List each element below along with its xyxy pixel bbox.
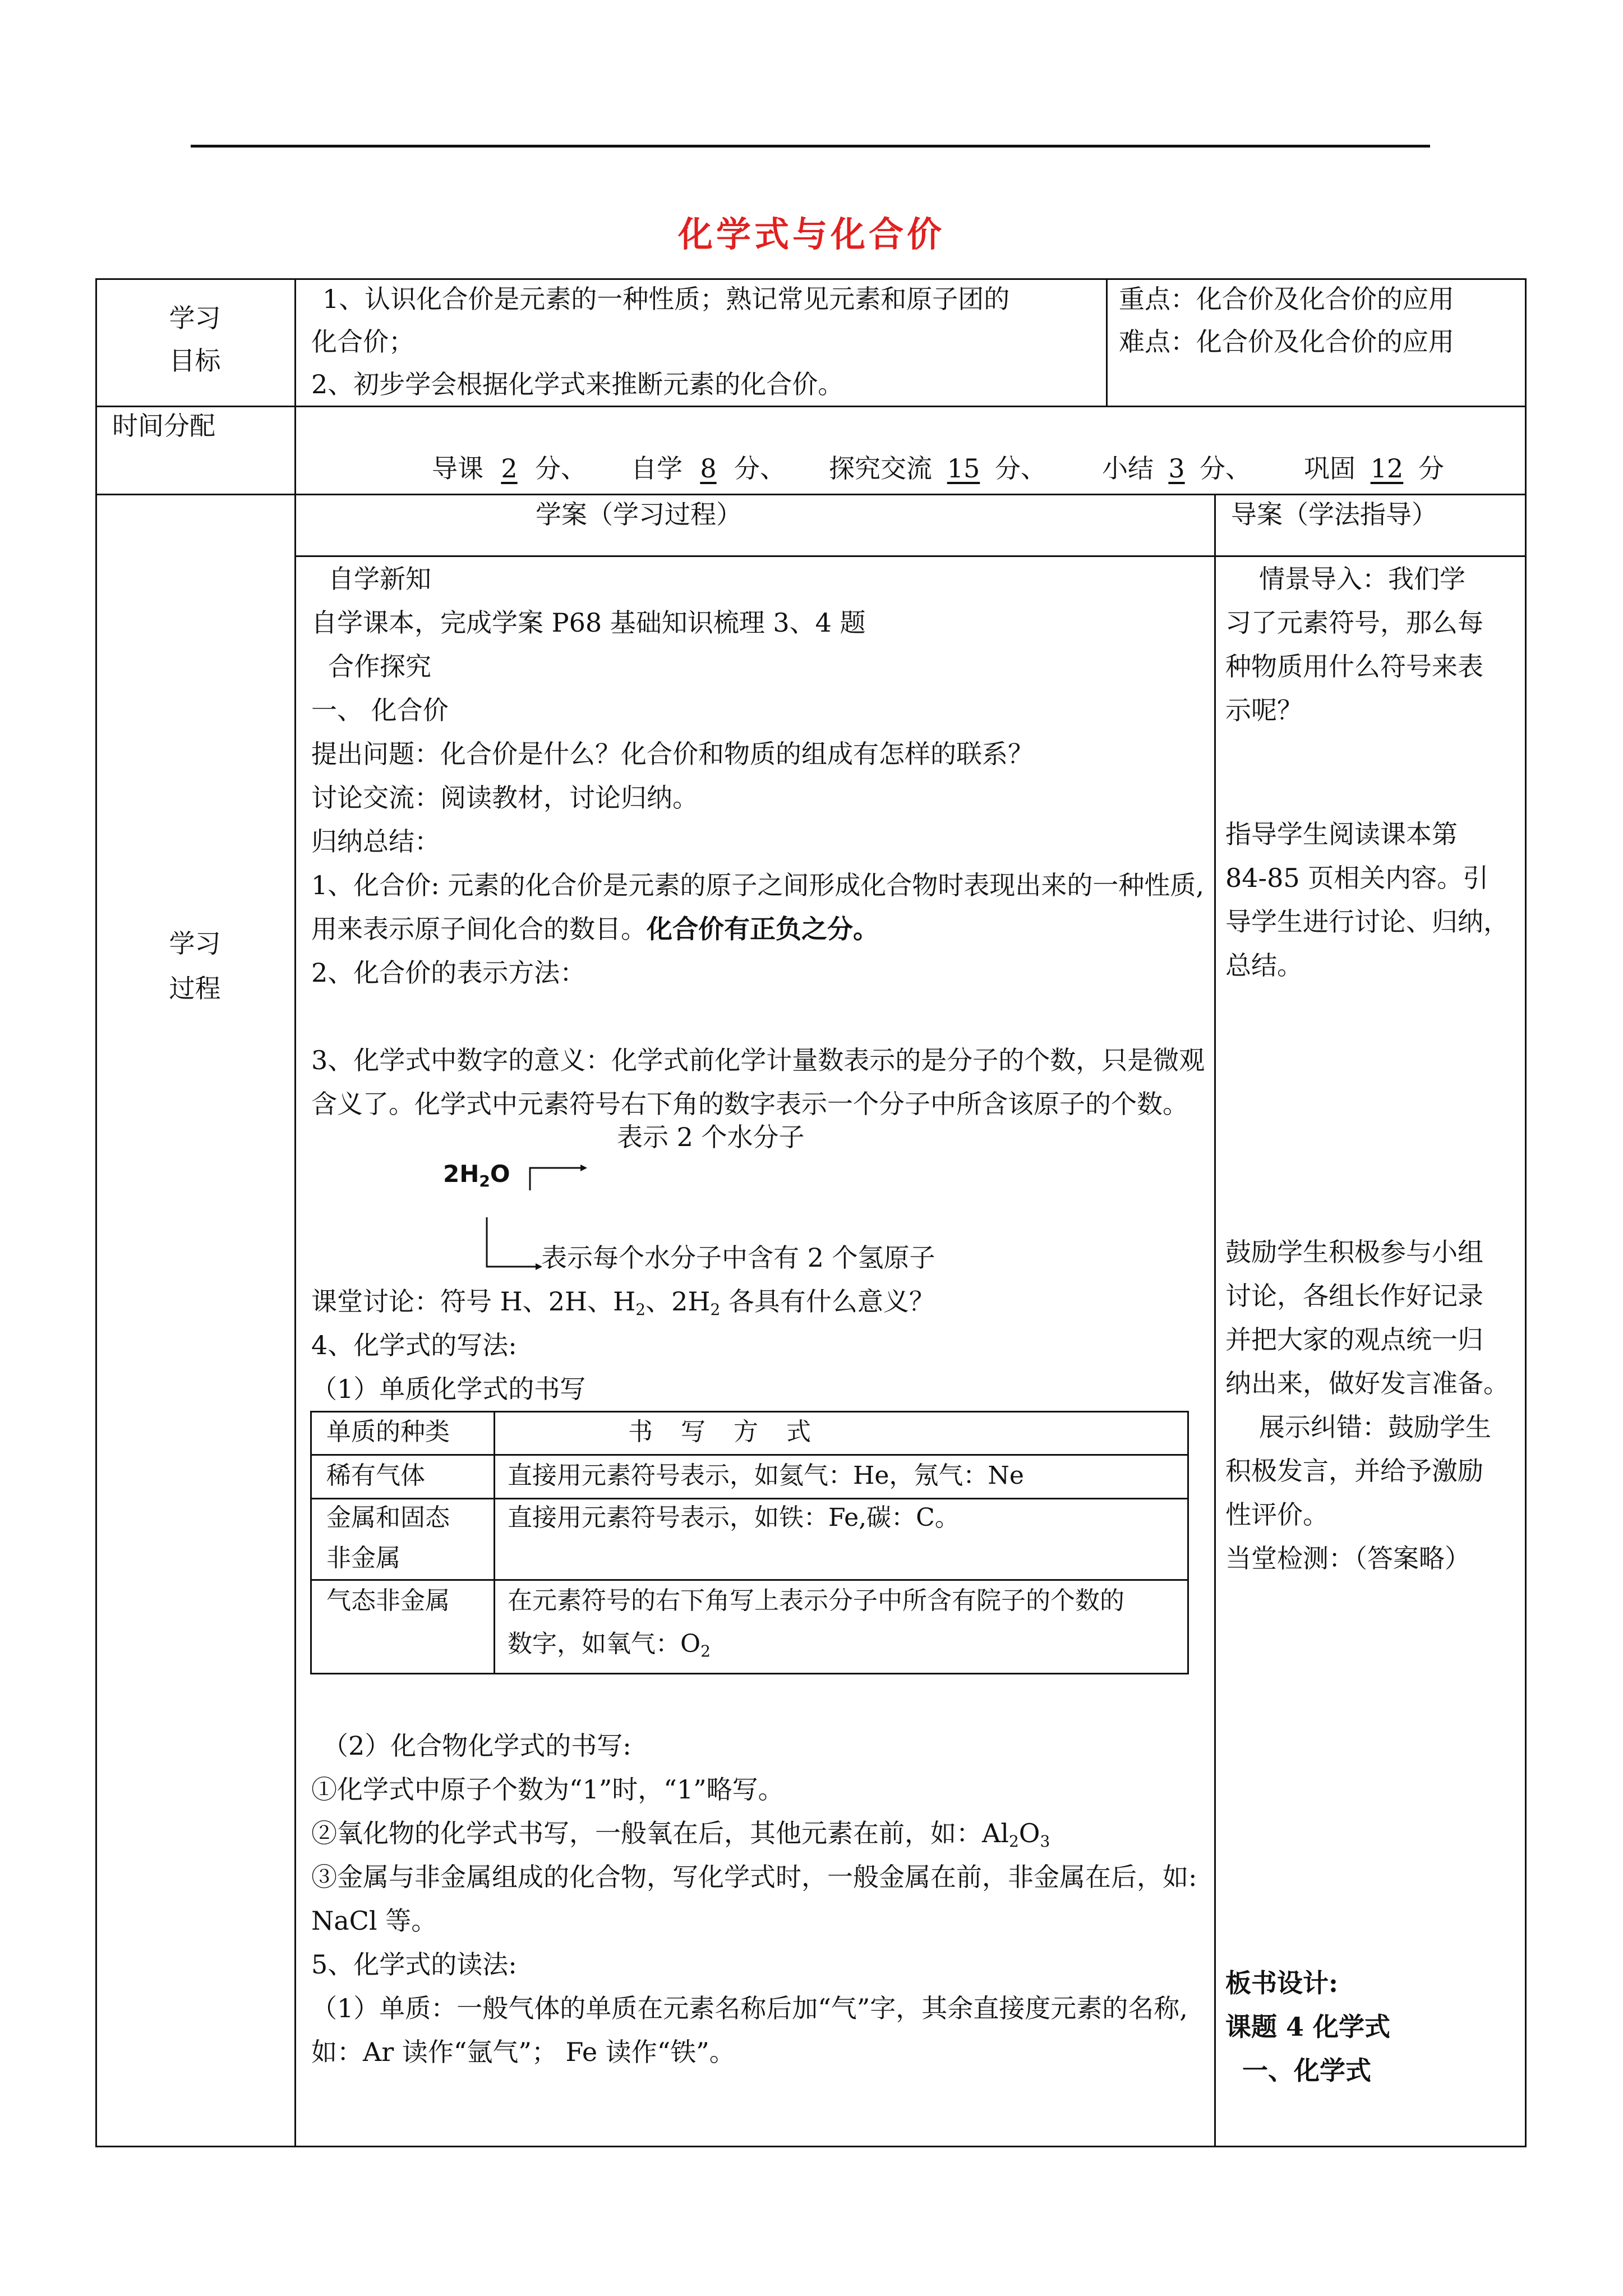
segment-name: 自学 — [631, 453, 683, 484]
table-cell: 在元素符号的右下角写上表示分子中所含有院子的个数的 — [508, 1586, 1124, 1615]
time-segment — [1304, 453, 1444, 484]
text-line: 3、化学式中数字的意义：化学式前化学计量数表示的是分子的个数，只是微观 — [311, 1045, 1205, 1075]
text-line: ③金属与非金属组成的化合物，写化学式时，一般金属在前，非金属在后，如: — [311, 1862, 1197, 1892]
segment-unit: 分、 — [734, 453, 786, 484]
goal-item: 1、认识化合价是元素的一种性质；熟记常见元素和原子团的 — [322, 284, 1010, 314]
table-line — [95, 278, 1527, 280]
time-segment — [631, 453, 786, 484]
text-line: ②氧化物的化学式书写，一般氧在后，其他元素在前，如：$Al_2O_3$ — [311, 1818, 1050, 1851]
text-line: 自学课本，完成学案 P68 基础知识梳理 3、4 题 — [311, 608, 866, 638]
guide-line: 情景导入：我们学 — [1259, 564, 1465, 594]
text-line: 讨论交流：阅读教材，讨论归纳。 — [311, 783, 698, 813]
table-line — [95, 406, 1527, 407]
guide-line: 当堂检测：（答案略） — [1225, 1543, 1470, 1573]
table-cell: 稀有气体 — [326, 1461, 425, 1490]
table-cell: 气态非金属 — [326, 1586, 450, 1615]
guide-line: 纳出来，做好发言准备。 — [1225, 1368, 1509, 1398]
table-line — [1214, 494, 1216, 2147]
text-line: NaCl 等。 — [311, 1906, 437, 1936]
guide-line: 性评价。 — [1225, 1499, 1329, 1530]
time-label: 时间分配 — [112, 411, 215, 441]
section-heading: 一、 化合价 — [311, 695, 449, 725]
text-line: 2、化合价的表示方法： — [311, 958, 586, 988]
segment-unit: 分、 — [1200, 453, 1251, 484]
table-line — [310, 1454, 1189, 1456]
text-line: 如：Ar 读作“氩气”； Fe 读作“铁”。 — [311, 2037, 735, 2067]
col-right-header: 导案（学法指导） — [1231, 499, 1437, 530]
guide-line: 总结。 — [1225, 950, 1303, 981]
table-line — [310, 1411, 312, 1674]
table-line — [310, 1498, 1189, 1499]
process-label-line1: 学习 — [169, 928, 221, 959]
segment-name: 小结 — [1102, 453, 1154, 484]
key-point: 重点：化合价及化合价的应用 — [1119, 284, 1454, 314]
text-line — [311, 914, 879, 945]
segment-unit: 分、 — [995, 453, 1046, 484]
segment-unit: 分、 — [535, 453, 587, 484]
guide-line: 导学生进行讨论、归纳， — [1225, 907, 1509, 937]
annotation-molecules: 表示 2 个水分子 — [617, 1122, 805, 1152]
water-formula: $2H_2O$ — [443, 1160, 510, 1190]
goal-label-line2: 目标 — [169, 346, 221, 376]
segment-value: 8 — [700, 453, 717, 484]
guide-line: 习了元素符号，那么每 — [1225, 608, 1483, 638]
table-line — [310, 1411, 1189, 1412]
segment-value: 15 — [947, 453, 980, 484]
text-line: 1、化合价: 元素的化合价是元素的原子之间形成化合物时表现出来的一种性质, — [311, 870, 1205, 900]
segment-value: 12 — [1370, 453, 1404, 484]
text-line: （1）单质：一般气体的单质在元素名称后加“气”字，其余直接度元素的名称, — [311, 1993, 1188, 2023]
segment-name: 巩固 — [1304, 453, 1355, 484]
table-line — [95, 494, 1527, 495]
table-line — [294, 278, 296, 2147]
table-line — [95, 2146, 1527, 2147]
guide-line: 指导学生阅读课本第 — [1225, 819, 1458, 849]
goal-label-line1: 学习 — [169, 303, 221, 333]
text-line: 4、化学式的写法: — [311, 1330, 517, 1360]
emphasis-text: 化合价有正负之分。 — [647, 914, 879, 944]
page-title: 化学式与化合价 — [677, 214, 945, 255]
table-line — [294, 555, 1527, 557]
header-rule — [191, 145, 1430, 148]
board-design-heading: 板书设计: — [1225, 1968, 1338, 1998]
table-line — [95, 278, 97, 2147]
goal-item: 化合价； — [311, 326, 414, 357]
process-label-line2: 过程 — [169, 973, 221, 1004]
text-line: ①化学式中原子个数为“1”时，“1”略写。 — [311, 1774, 784, 1805]
board-design-line: 一、化学式 — [1242, 2055, 1371, 2086]
table-header-cell: 单质的种类 — [326, 1418, 450, 1446]
segment-value: 3 — [1168, 453, 1185, 484]
difficulty-point: 难点：化合价及化合价的应用 — [1119, 326, 1454, 357]
guide-line: 84-85 页相关内容。引 — [1225, 863, 1489, 893]
table-line — [1106, 278, 1108, 406]
text-line: 课堂讨论：符号 H、2H、$H_2$、$2H_2$ 各具有什么意义？ — [311, 1286, 935, 1319]
section-cooperation: 合作探究 — [328, 651, 431, 682]
table-line — [310, 1579, 1189, 1581]
guide-line: 积极发言，并给予激励 — [1225, 1456, 1483, 1486]
guide-line: 种物质用什么符号来表 — [1225, 651, 1483, 682]
guide-line: 展示纠错：鼓励学生 — [1259, 1412, 1491, 1442]
section-self-study: 自学新知 — [328, 564, 431, 594]
annotation-atoms: 表示每个水分子中含有 2 个氢原子 — [541, 1243, 935, 1273]
segment-name: 探究交流 — [829, 453, 932, 484]
guide-line: 并把大家的观点统一归 — [1225, 1324, 1483, 1355]
text-line: 提出问题：化合价是什么？化合价和物质的组成有怎样的联系？ — [311, 739, 1034, 769]
text-span: 用来表示原子间化合的数目。 — [311, 914, 647, 944]
guide-line: 鼓励学生积极参与小组 — [1225, 1237, 1483, 1267]
table-line — [310, 1673, 1189, 1674]
goal-item: 2、初步学会根据化学式来推断元素的化合价。 — [311, 369, 844, 399]
segment-name: 导课 — [432, 453, 483, 484]
guide-line: 讨论，各组长作好记录 — [1225, 1281, 1483, 1311]
table-cell: 直接用元素符号表示，如氦气：He，氖气：Ne — [508, 1461, 1024, 1490]
segment-unit: 分 — [1418, 453, 1444, 484]
table-line — [1525, 278, 1527, 2147]
table-cell: 数字，如氧气：$O_2$ — [508, 1630, 711, 1660]
table-cell: 直接用元素符号表示，如铁：Fe,碳：C。 — [508, 1503, 960, 1532]
text-line: 含义了。化学式中元素符号右下角的数字表示一个分子中所含该原子的个数。 — [311, 1089, 1188, 1119]
table-header-cell: 书 写 方 式 — [628, 1418, 821, 1446]
time-segment — [432, 453, 587, 484]
time-segment — [1102, 453, 1251, 484]
board-design-line: 课题 4 化学式 — [1225, 2012, 1391, 2042]
segment-value: 2 — [501, 453, 518, 484]
time-segment — [829, 453, 1046, 484]
text-line: 5、化学式的读法: — [311, 1949, 517, 1980]
guide-line: 示呢？ — [1225, 695, 1303, 725]
col-left-header: 学案（学习过程） — [536, 499, 742, 530]
table-cell: 金属和固态 — [326, 1503, 450, 1532]
table-line — [494, 1411, 495, 1674]
text-line: （1）单质化学式的书写 — [311, 1374, 586, 1404]
text-line: （2）化合物化学式的书写: — [322, 1731, 631, 1761]
text-line: 归纳总结： — [311, 826, 440, 857]
table-cell: 非金属 — [326, 1544, 400, 1572]
table-line — [1187, 1411, 1189, 1674]
